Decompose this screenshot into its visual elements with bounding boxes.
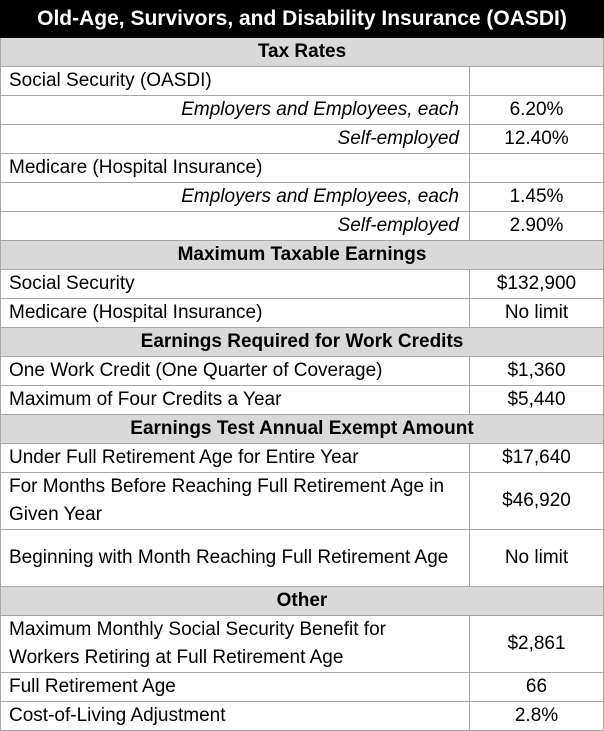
row-label: Full Retirement Age [1, 673, 470, 702]
section-header-work-credits [1, 328, 604, 357]
table-row [1, 702, 604, 731]
row-value: $17,640 [470, 444, 604, 473]
row-label: For Months Before Reaching Full Retirement Age in Given Year [1, 473, 470, 530]
table-title: Old-Age, Survivors, and Disability Insurance (OASDI) [1, 1, 604, 38]
row-label: Under Full Retirement Age for Entire Year [1, 444, 470, 473]
row-label: Maximum Monthly Social Security Benefit for Workers Retiring at Full Retirement Age [1, 616, 470, 673]
row-value: 12.40% [470, 125, 604, 154]
row-value [470, 154, 604, 183]
table-row [1, 530, 604, 587]
row-value: 2.8% [470, 702, 604, 731]
section-heading: Tax Rates [1, 38, 604, 67]
row-value: 2.90% [470, 212, 604, 241]
section-header-other [1, 587, 604, 616]
row-label: Social Security [1, 270, 470, 299]
table-row [1, 125, 604, 154]
row-value: $132,900 [470, 270, 604, 299]
row-label: Cost-of-Living Adjustment [1, 702, 470, 731]
row-label: Self-employed [1, 125, 470, 154]
row-value: 1.45% [470, 183, 604, 212]
section-heading: Earnings Test Annual Exempt Amount [1, 415, 604, 444]
table-row [1, 616, 604, 673]
table-row [1, 183, 604, 212]
row-value: 66 [470, 673, 604, 702]
row-value: $1,360 [470, 357, 604, 386]
row-label: Employers and Employees, each [1, 96, 470, 125]
table-row [1, 673, 604, 702]
row-value: $5,440 [470, 386, 604, 415]
table-row [1, 154, 604, 183]
table-row [1, 96, 604, 125]
row-label: Beginning with Month Reaching Full Retirement Age [1, 530, 470, 587]
table-row [1, 473, 604, 530]
table-row [1, 386, 604, 415]
section-heading: Earnings Required for Work Credits [1, 328, 604, 357]
table-row [1, 270, 604, 299]
title-row [1, 1, 604, 38]
table-row [1, 299, 604, 328]
section-header-tax-rates [1, 38, 604, 67]
section-header-earnings-test [1, 415, 604, 444]
row-value: $2,861 [470, 616, 604, 673]
row-label: Medicare (Hospital Insurance) [1, 154, 470, 183]
row-label: Maximum of Four Credits a Year [1, 386, 470, 415]
row-value [470, 67, 604, 96]
row-value: 6.20% [470, 96, 604, 125]
row-value: $46,920 [470, 473, 604, 530]
section-heading: Other [1, 587, 604, 616]
row-label: Medicare (Hospital Insurance) [1, 299, 470, 328]
section-heading: Maximum Taxable Earnings [1, 241, 604, 270]
table-row [1, 357, 604, 386]
section-header-max-taxable [1, 241, 604, 270]
row-value: No limit [470, 299, 604, 328]
table-row [1, 67, 604, 96]
table-row [1, 444, 604, 473]
row-value: No limit [470, 530, 604, 587]
table-row [1, 212, 604, 241]
row-label: Social Security (OASDI) [1, 67, 470, 96]
row-label: One Work Credit (One Quarter of Coverage) [1, 357, 470, 386]
row-label: Self-employed [1, 212, 470, 241]
row-label: Employers and Employees, each [1, 183, 470, 212]
